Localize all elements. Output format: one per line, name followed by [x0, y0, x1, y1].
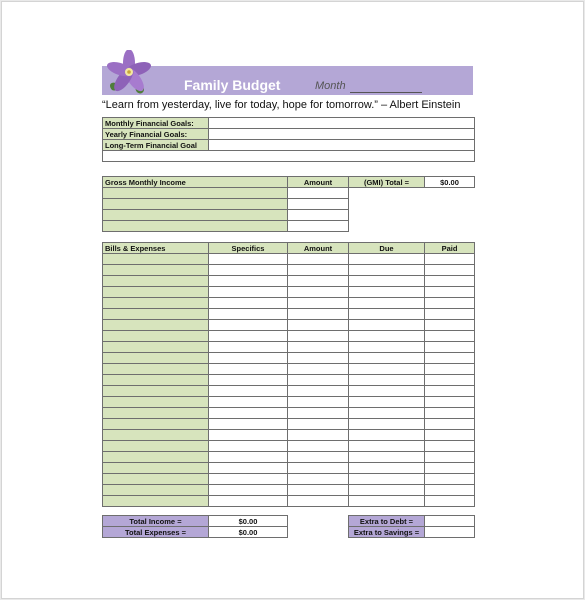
goal-label-monthly: Monthly Financial Goals: — [103, 118, 209, 129]
bill-due-cell[interactable] — [349, 265, 425, 276]
bills-header-paid: Paid — [425, 243, 475, 254]
flower-icon — [104, 50, 154, 96]
bill-specifics-cell[interactable] — [209, 265, 288, 276]
bill-paid-cell[interactable] — [425, 397, 475, 408]
bill-amount-cell[interactable] — [288, 287, 349, 298]
income-row — [103, 210, 349, 221]
bill-specifics-cell[interactable] — [209, 320, 288, 331]
bill-row — [103, 419, 475, 430]
bill-paid-cell[interactable] — [425, 485, 475, 496]
bill-due-cell[interactable] — [349, 309, 425, 320]
income-source-cell[interactable] — [103, 210, 288, 221]
bill-specifics-cell[interactable] — [209, 364, 288, 375]
bill-due-cell[interactable] — [349, 353, 425, 364]
goal-input-monthly[interactable] — [209, 118, 475, 129]
header-band — [102, 66, 473, 95]
income-table — [102, 176, 349, 232]
bill-paid-cell[interactable] — [425, 276, 475, 287]
totals-table — [102, 515, 288, 538]
bill-category-cell[interactable] — [103, 287, 209, 298]
bill-paid-cell[interactable] — [425, 452, 475, 463]
bill-category-cell[interactable] — [103, 485, 209, 496]
bill-paid-cell[interactable] — [425, 331, 475, 342]
bill-row — [103, 265, 475, 276]
bill-paid-cell[interactable] — [425, 287, 475, 298]
bill-category-cell[interactable] — [103, 375, 209, 386]
total-income-value: $0.00 — [209, 516, 288, 527]
bill-category-cell[interactable] — [103, 353, 209, 364]
bill-specifics-cell[interactable] — [209, 419, 288, 430]
bill-amount-cell[interactable] — [288, 485, 349, 496]
month-label: Month — [315, 80, 346, 92]
bill-specifics-cell[interactable] — [209, 298, 288, 309]
bill-due-cell[interactable] — [349, 408, 425, 419]
bill-row — [103, 452, 475, 463]
bills-header-category: Bills & Expenses — [103, 243, 209, 254]
bill-due-cell[interactable] — [349, 485, 425, 496]
bill-row — [103, 397, 475, 408]
goals-table — [102, 117, 475, 162]
bill-row — [103, 298, 475, 309]
income-row — [103, 221, 349, 232]
bill-amount-cell[interactable] — [288, 298, 349, 309]
bill-row — [103, 375, 475, 386]
income-source-header: Gross Monthly Income — [103, 177, 288, 188]
bill-category-cell[interactable] — [103, 430, 209, 441]
income-row — [103, 188, 349, 199]
bill-amount-cell[interactable] — [288, 254, 349, 265]
bill-category-cell[interactable] — [103, 496, 209, 507]
bill-paid-cell[interactable] — [425, 441, 475, 452]
income-amount-header: Amount — [288, 177, 349, 188]
bill-category-cell[interactable] — [103, 408, 209, 419]
bill-paid-cell[interactable] — [425, 298, 475, 309]
bill-specifics-cell[interactable] — [209, 496, 288, 507]
bill-category-cell[interactable] — [103, 331, 209, 342]
bill-specifics-cell[interactable] — [209, 474, 288, 485]
bill-row — [103, 430, 475, 441]
bill-row — [103, 485, 475, 496]
bills-table — [102, 242, 475, 507]
bill-category-cell[interactable] — [103, 265, 209, 276]
bill-category-cell[interactable] — [103, 298, 209, 309]
bill-row — [103, 309, 475, 320]
income-amount-cell[interactable] — [288, 210, 349, 221]
bill-specifics-cell[interactable] — [209, 397, 288, 408]
bill-category-cell[interactable] — [103, 276, 209, 287]
bill-due-cell[interactable] — [349, 342, 425, 353]
bill-amount-cell[interactable] — [288, 430, 349, 441]
bill-due-cell[interactable] — [349, 331, 425, 342]
bill-due-cell[interactable] — [349, 397, 425, 408]
bill-amount-cell[interactable] — [288, 375, 349, 386]
bill-paid-cell[interactable] — [425, 375, 475, 386]
bill-amount-cell[interactable] — [288, 419, 349, 430]
bill-paid-cell[interactable] — [425, 419, 475, 430]
bill-specifics-cell[interactable] — [209, 331, 288, 342]
bill-category-cell[interactable] — [103, 364, 209, 375]
bill-specifics-cell[interactable] — [209, 386, 288, 397]
bill-due-cell[interactable] — [349, 320, 425, 331]
bill-due-cell[interactable] — [349, 364, 425, 375]
bill-specifics-cell[interactable] — [209, 342, 288, 353]
extras-table — [348, 515, 475, 538]
bill-amount-cell[interactable] — [288, 452, 349, 463]
bill-paid-cell[interactable] — [425, 496, 475, 507]
bill-specifics-cell[interactable] — [209, 309, 288, 320]
income-source-cell[interactable] — [103, 188, 288, 199]
extra-debt-value[interactable] — [425, 516, 475, 527]
bill-due-cell[interactable] — [349, 375, 425, 386]
bill-amount-cell[interactable] — [288, 496, 349, 507]
bill-paid-cell[interactable] — [425, 353, 475, 364]
bills-rows — [103, 254, 475, 507]
bill-specifics-cell[interactable] — [209, 463, 288, 474]
goal-input-long-term[interactable] — [209, 140, 475, 151]
bill-amount-cell[interactable] — [288, 474, 349, 485]
bill-paid-cell[interactable] — [425, 408, 475, 419]
total-income-label: Total Income = — [103, 516, 209, 527]
bill-specifics-cell[interactable] — [209, 441, 288, 452]
bill-amount-cell[interactable] — [288, 441, 349, 452]
bill-due-cell[interactable] — [349, 474, 425, 485]
goal-label-long-term: Long-Term Financial Goal — [103, 140, 209, 151]
bill-row — [103, 287, 475, 298]
bill-category-cell[interactable] — [103, 463, 209, 474]
bill-row — [103, 408, 475, 419]
goal-input-extra[interactable] — [103, 151, 475, 162]
bill-row — [103, 353, 475, 364]
bill-due-cell[interactable] — [349, 254, 425, 265]
gmi-total-table — [348, 176, 475, 188]
bill-paid-cell[interactable] — [425, 254, 475, 265]
total-expenses-label: Total Expenses = — [103, 527, 209, 538]
bill-due-cell[interactable] — [349, 276, 425, 287]
bill-due-cell[interactable] — [349, 496, 425, 507]
income-row — [103, 199, 349, 210]
income-source-cell[interactable] — [103, 199, 288, 210]
bill-paid-cell[interactable] — [425, 364, 475, 375]
bill-specifics-cell[interactable] — [209, 430, 288, 441]
bill-amount-cell[interactable] — [288, 408, 349, 419]
bill-amount-cell[interactable] — [288, 276, 349, 287]
bill-category-cell[interactable] — [103, 320, 209, 331]
bill-row — [103, 276, 475, 287]
gmi-total-label: (GMI) Total = — [349, 177, 425, 188]
bill-due-cell[interactable] — [349, 441, 425, 452]
goal-label-yearly: Yearly Financial Goals: — [103, 129, 209, 140]
bill-amount-cell[interactable] — [288, 353, 349, 364]
income-amount-cell[interactable] — [288, 188, 349, 199]
bill-row — [103, 331, 475, 342]
bill-amount-cell[interactable] — [288, 265, 349, 276]
bill-due-cell[interactable] — [349, 298, 425, 309]
extra-savings-label: Extra to Savings = — [349, 527, 425, 538]
bill-row — [103, 320, 475, 331]
bills-header-specifics: Specifics — [209, 243, 288, 254]
bill-specifics-cell[interactable] — [209, 276, 288, 287]
bill-specifics-cell[interactable] — [209, 452, 288, 463]
bill-row — [103, 386, 475, 397]
page-title: Family Budget — [184, 77, 281, 93]
bill-amount-cell[interactable] — [288, 364, 349, 375]
bill-category-cell[interactable] — [103, 342, 209, 353]
bill-row — [103, 474, 475, 485]
bill-specifics-cell[interactable] — [209, 375, 288, 386]
bill-due-cell[interactable] — [349, 287, 425, 298]
bill-due-cell[interactable] — [349, 419, 425, 430]
bill-category-cell[interactable] — [103, 474, 209, 485]
bill-paid-cell[interactable] — [425, 265, 475, 276]
total-expenses-value: $0.00 — [209, 527, 288, 538]
bill-row — [103, 463, 475, 474]
bill-paid-cell[interactable] — [425, 320, 475, 331]
bill-amount-cell[interactable] — [288, 320, 349, 331]
bill-amount-cell[interactable] — [288, 463, 349, 474]
bill-category-cell[interactable] — [103, 419, 209, 430]
extra-savings-value[interactable] — [425, 527, 475, 538]
bill-amount-cell[interactable] — [288, 342, 349, 353]
bill-amount-cell[interactable] — [288, 331, 349, 342]
income-source-cell[interactable] — [103, 221, 288, 232]
bill-due-cell[interactable] — [349, 386, 425, 397]
bill-category-cell[interactable] — [103, 254, 209, 265]
bill-row — [103, 496, 475, 507]
bills-header-due: Due — [349, 243, 425, 254]
bill-category-cell[interactable] — [103, 397, 209, 408]
bill-row — [103, 254, 475, 265]
bill-amount-cell[interactable] — [288, 309, 349, 320]
bills-header-amount: Amount — [288, 243, 349, 254]
bill-due-cell[interactable] — [349, 452, 425, 463]
bill-specifics-cell[interactable] — [209, 485, 288, 496]
bill-paid-cell[interactable] — [425, 309, 475, 320]
quote-text: “Learn from yesterday, live for today, hope for tomorrow.” – Albert Einstein — [102, 99, 461, 111]
bill-row — [103, 342, 475, 353]
bill-category-cell[interactable] — [103, 309, 209, 320]
bill-specifics-cell[interactable] — [209, 353, 288, 364]
bill-specifics-cell[interactable] — [209, 254, 288, 265]
bill-amount-cell[interactable] — [288, 397, 349, 408]
bill-due-cell[interactable] — [349, 463, 425, 474]
bill-specifics-cell[interactable] — [209, 287, 288, 298]
bill-row — [103, 364, 475, 375]
bill-paid-cell[interactable] — [425, 463, 475, 474]
bill-due-cell[interactable] — [349, 430, 425, 441]
extra-debt-label: Extra to Debt = — [349, 516, 425, 527]
bill-category-cell[interactable] — [103, 441, 209, 452]
bill-category-cell[interactable] — [103, 452, 209, 463]
bill-paid-cell[interactable] — [425, 474, 475, 485]
gmi-total-value: $0.00 — [425, 177, 475, 188]
bill-paid-cell[interactable] — [425, 430, 475, 441]
bill-paid-cell[interactable] — [425, 386, 475, 397]
bill-amount-cell[interactable] — [288, 386, 349, 397]
bill-row — [103, 441, 475, 452]
income-amount-cell[interactable] — [288, 221, 349, 232]
goal-input-yearly[interactable] — [209, 129, 475, 140]
month-input-line[interactable] — [350, 92, 422, 93]
income-amount-cell[interactable] — [288, 199, 349, 210]
income-rows — [103, 188, 349, 232]
bill-category-cell[interactable] — [103, 386, 209, 397]
bill-specifics-cell[interactable] — [209, 408, 288, 419]
bill-paid-cell[interactable] — [425, 342, 475, 353]
